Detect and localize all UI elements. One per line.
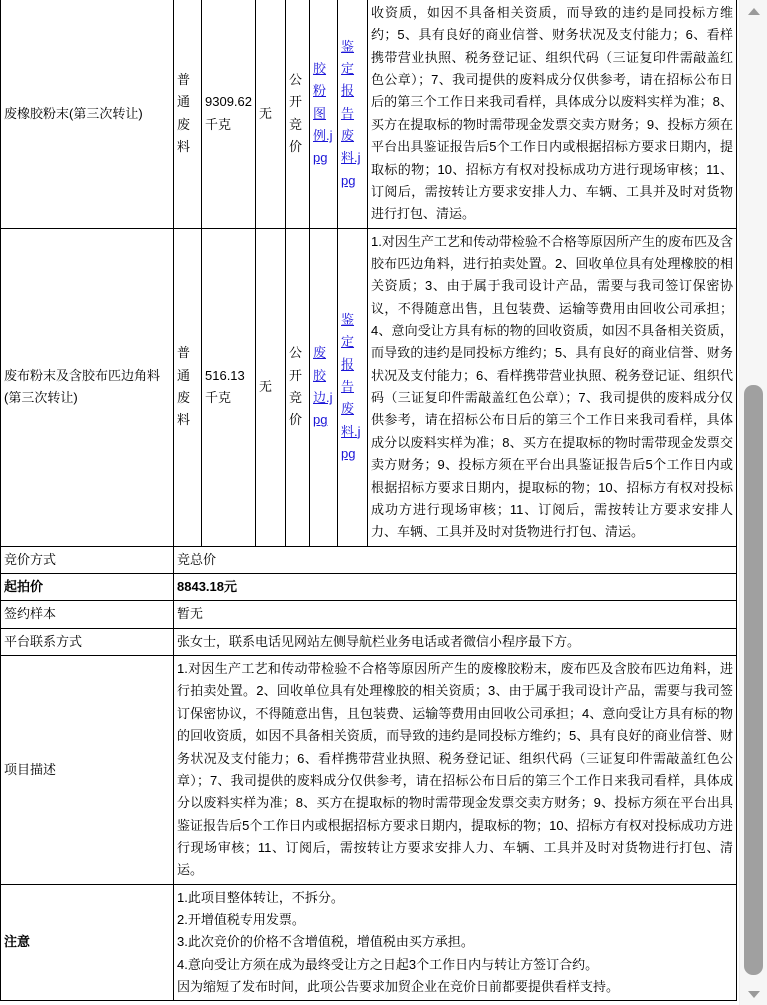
picture-link[interactable]: 胶粉图例.jpg bbox=[313, 60, 333, 166]
attention-line: 因为缩短了发布时间，此项公告要求加贸企业在竞价日前都要提供看样支持。 bbox=[177, 979, 620, 995]
goods-name-cell: 废橡胶粉末(第三次转让) bbox=[1, 0, 174, 228]
start-price-label: 起拍价 bbox=[1, 573, 174, 600]
vertical-scrollbar[interactable] bbox=[739, 0, 767, 1005]
picture-link[interactable]: 废胶边.jpg bbox=[313, 345, 333, 428]
table-row bbox=[1, 0, 737, 228]
contract-sample-value: 暂无 bbox=[174, 601, 737, 628]
info-row-platform-contact bbox=[1, 628, 737, 655]
goods-picture-cell bbox=[310, 228, 338, 546]
scrollbar-thumb[interactable] bbox=[744, 385, 763, 975]
contract-sample-label: 签约样本 bbox=[1, 601, 174, 628]
chevron-down-icon bbox=[748, 991, 760, 998]
platform-contact-label: 平台联系方式 bbox=[1, 628, 174, 655]
goods-spec-cell: 无 bbox=[256, 228, 286, 546]
chevron-up-icon bbox=[748, 8, 760, 15]
project-description-label: 项目描述 bbox=[1, 656, 174, 885]
attention-line: 3.此次竞价的价格不含增值税，增值税由买方承担。 bbox=[177, 934, 474, 950]
table-row bbox=[1, 228, 737, 546]
attention-value bbox=[174, 884, 737, 1001]
goods-type-cell: 普通废料 bbox=[174, 0, 202, 228]
goods-name-cell: 废布粉末及含胶布匹边角料(第三次转让) bbox=[1, 228, 174, 546]
goods-quantity-cell: 516.13千克 bbox=[202, 228, 256, 546]
start-price-value: 8843.18元 bbox=[174, 573, 737, 600]
attention-label: 注意 bbox=[1, 884, 174, 1001]
bidding-mode-value: 竞总价 bbox=[174, 546, 737, 573]
platform-contact-value: 张女士，联系电话见网站左侧导航栏业务电话或者微信小程序最下方。 bbox=[174, 628, 737, 655]
goods-description-cell: 1.对因生产工艺和传动带检验不合格等原因所产生的废布匹及含胶布匹边角料，进行拍卖处置。2、回收单位具有处理橡胶的相关资质；3、由于属于我司设计产品，需要与我司签订保密协议，不得随意出售，且包装费、运输等费用由回收公司承担；4、意向受让方具有标的物的回收资质，如因不具备相关资质，而导致的违约是同投标方维约；5、具有良好的商业信誉、财务状况及支付能力；6、看样携带营业执照、税务登记证、组织代码（三证复印件需敲盖红色公章）；7、我司提供的废料成分仅供参考，请在招标公布日后的第三个工作日来我司看样，具体成分以废料实样为准；8、买方在提取标的物时需带现金发票交卖方财务；9、投标方须在平台出具鉴证报告后5个工作日内或根据招标方要求日期内，提取标的物；10、招标方有权对投标成功方进行现场审核；11、订阅后，需按转让方要求安排人力、车辆、工具并及时对货物进行打包、清运。 bbox=[368, 228, 737, 546]
attention-line: 1.此项目整体转让，不拆分。 bbox=[177, 889, 344, 905]
scroll-down-button[interactable] bbox=[740, 983, 767, 1005]
goods-picture-cell bbox=[310, 0, 338, 228]
goods-report-cell bbox=[338, 0, 368, 228]
goods-mode-cell: 公开竞价 bbox=[286, 0, 310, 228]
goods-quantity-cell: 9309.62千克 bbox=[202, 0, 256, 228]
project-description-value: 1.对因生产工艺和传动带检验不合格等原因所产生的废橡胶粉末，废布匹及含胶布匹边角料，进行拍卖处置。2、回收单位具有处理橡胶的相关资质；3、由于属于我司设计产品，需要与我司签订保密协议，不得随意出售，且包装费、运输等费用由回收公司承担；4、意向受让方具有标的物的回收资质，如因不具备相关资质，而导致的违约是同投标方维约；5、具有良好的商业信誉、财务状况及支付能力；6、看样携带营业执照、税务登记证、组织代码（三证复印件需敲盖红色公章）；7、我司提供的废料成分仅供参考，请在招标公布日后的第三个工作日来我司看样，具体成分以废料实样为准；8、买方在提取标的物时需带现金发票交卖方财务；9、投标方须在平台出具鉴证报告后5个工作日内或根据招标方要求日期内，提取标的物；10、招标方有权对投标成功方进行现场审核；11、订阅后，需按转让方要求安排人力、车辆、工具并及时对货物进行打包、清运。 bbox=[174, 656, 737, 885]
goods-type-cell: 普通废料 bbox=[174, 228, 202, 546]
goods-description-cell: 收资质，如因不具备相关资质，而导致的违约是同投标方维约；5、具有良好的商业信誉、财务状况及支付能力；6、看样携带营业执照、税务登记证、组织代码（三证复印件需敲盖红色公章）；7、我司提供的废料成分仅供参考，请在招标公布日后的第三个工作日来我司看样，具体成分以废料实样为准；8、买方在提取标的物时需带现金发票交卖方财务；9、投标方须在平台出具鉴证报告后5个工作日内或根据招标方要求日期内，提取标的物；10、招标方有权对投标成功方进行现场审核；11、订阅后，需按转让方要求安排人力、车辆、工具并及时对货物进行打包、清运。 bbox=[368, 0, 737, 228]
scroll-up-button[interactable] bbox=[740, 0, 767, 22]
appraisal-report-link[interactable]: 鉴定报告废料.jpg bbox=[341, 311, 361, 461]
attention-line: 2.开增值税专用发票。 bbox=[177, 912, 305, 928]
attention-line: 4.意向受让方须在成为最终受让方之日起3个工作日内与转让方签订合约。 bbox=[177, 956, 599, 972]
goods-report-cell bbox=[338, 228, 368, 546]
info-row-start-price bbox=[1, 573, 737, 600]
info-row-attention bbox=[1, 884, 737, 1001]
info-row-contract-sample bbox=[1, 601, 737, 628]
goods-mode-cell: 公开竞价 bbox=[286, 228, 310, 546]
goods-spec-cell: 无 bbox=[256, 0, 286, 228]
bidding-mode-label: 竞价方式 bbox=[1, 546, 174, 573]
appraisal-report-link[interactable]: 鉴定报告废料.jpg bbox=[341, 38, 361, 188]
info-row-bidding-mode bbox=[1, 546, 737, 573]
info-row-project-description bbox=[1, 656, 737, 885]
